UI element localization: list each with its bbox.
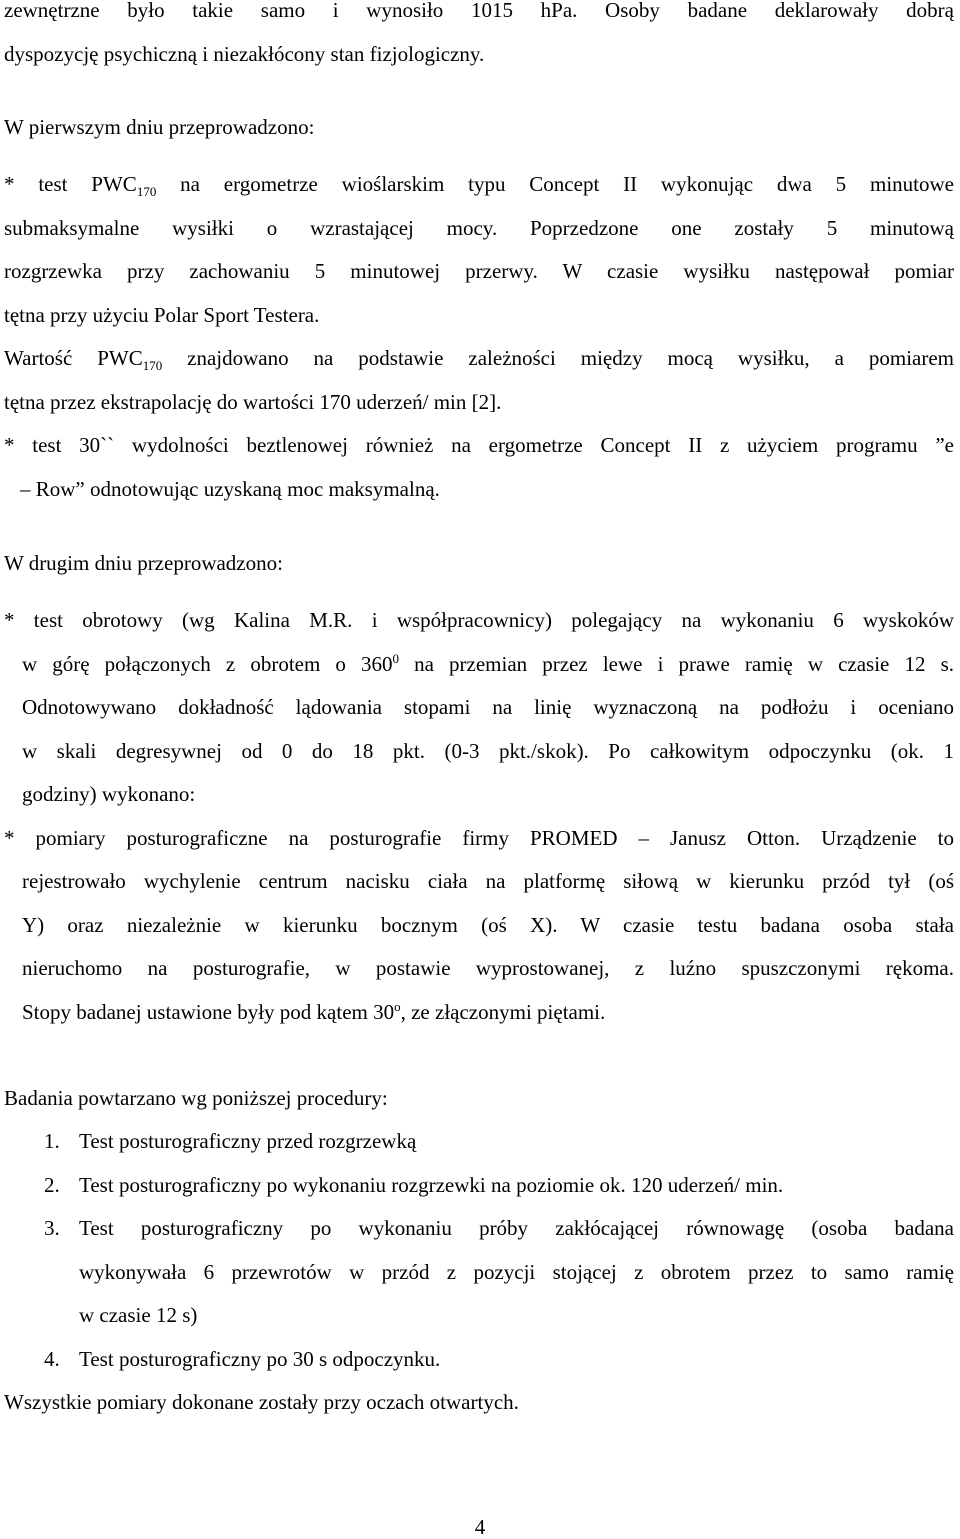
text-line: rejestrowało wychylenie centrum nacisku ciała na platformę siłową w kierunku przód tył (oś — [22, 869, 954, 893]
text-line — [22, 650, 954, 678]
text-line: – Row” odnotowując uzyskaną moc maksymalną. — [20, 477, 440, 501]
text-line: * pomiary posturograficzne na posturografie firmy PROMED – Janusz Otton. Urządzenie to — [4, 826, 954, 850]
text-line: * test 30`` wydolności beztlenowej również na ergometrze Concept II z użyciem programu ”e — [4, 433, 954, 457]
list-number: 2. — [44, 1173, 60, 1197]
text-line: zewnętrzne było takie samo i wynosiło 1015 hPa. Osoby badane deklarowały dobrą — [4, 0, 954, 22]
section-heading-day2: W drugim dniu przeprowadzono: — [4, 551, 283, 575]
text-span: * test PWC — [4, 172, 137, 196]
text-line: Y) oraz niezależnie w kierunku bocznym (oś X). W czasie testu badana osoba stała — [22, 913, 954, 937]
superscript: o — [394, 999, 401, 1014]
superscript: 0 — [392, 651, 400, 666]
text-span: Wartość PWC — [4, 346, 143, 370]
text-line: submaksymalne wysiłki o wzrastającej mocy. Poprzedzone one zostały 5 minutową — [4, 216, 954, 240]
list-item: Test posturograficzny po wykonaniu próby zakłócającej równowagę (osoba badana — [79, 1216, 954, 1240]
subscript: 170 — [136, 184, 157, 200]
section-heading-day1: W pierwszym dniu przeprowadzono: — [4, 115, 315, 139]
text-line: tętna przy użyciu Polar Sport Testera. — [4, 303, 320, 327]
list-number: 4. — [44, 1347, 60, 1371]
text-line: dyspozycję psychiczną i niezakłócony stan fizjologiczny. — [4, 42, 485, 66]
text-line: tętna przez ekstrapolację do wartości 170 uderzeń/ min [2]. — [4, 390, 502, 414]
procedure-heading: Badania powtarzano wg poniższej procedury: — [4, 1086, 388, 1110]
list-item: Test posturograficzny po wykonaniu rozgrzewki na poziomie ok. 120 uderzeń/ min. — [79, 1173, 784, 1197]
text-span: w górę połączonych z obrotem o 360 — [22, 652, 393, 676]
text-line: * test obrotowy (wg Kalina M.R. i współpracownicy) polegający na wykonaniu 6 wyskoków — [4, 608, 954, 632]
text-line: Odnotowywano dokładność lądowania stopami na linię wyznaczoną na podłożu i oceniano — [22, 695, 954, 719]
list-item-continuation: wykonywała 6 przewrotów w przód z pozycji stojącej z obrotem przez to samo ramię — [79, 1260, 954, 1284]
subscript: 170 — [142, 358, 163, 374]
text-span: znajdowano na podstawie zależności między mocą wysiłku, a pomiarem — [162, 346, 954, 370]
closing-sentence: Wszystkie pomiary dokonane zostały przy oczach otwartych. — [4, 1390, 519, 1414]
text-line: rozgrzewka przy zachowaniu 5 minutowej przerwy. W czasie wysiłku następował pomiar — [4, 259, 954, 283]
text-span: Stopy badanej ustawione były pod kątem 30 — [22, 1000, 395, 1024]
list-item-continuation: w czasie 12 s) — [79, 1303, 198, 1327]
text-span: na przemian przez lewe i prawe ramię w czasie 12 s. — [399, 652, 954, 676]
list-item: Test posturograficzny po 30 s odpoczynku. — [79, 1347, 441, 1371]
text-line — [22, 998, 605, 1026]
list-number: 3. — [44, 1216, 60, 1240]
text-span: na ergometrze wioślarskim typu Concept II wykonując dwa 5 minutowe — [156, 172, 954, 196]
text-line — [4, 344, 954, 372]
text-line: w skali degresywnej od 0 do 18 pkt. (0-3 pkt./skok). Po całkowitym odpoczynku (ok. 1 — [22, 739, 954, 763]
list-number: 1. — [44, 1129, 60, 1153]
text-line — [4, 170, 954, 198]
list-item: Test posturograficzny przed rozgrzewką — [79, 1129, 417, 1153]
text-span: , ze złączonymi piętami. — [400, 1000, 606, 1024]
text-line: nieruchomo na posturografie, w postawie wyprostowanej, z luźno spuszczonymi rękoma. — [22, 956, 954, 980]
page-number: 4 — [474, 1515, 486, 1539]
text-line: godziny) wykonano: — [22, 782, 196, 806]
